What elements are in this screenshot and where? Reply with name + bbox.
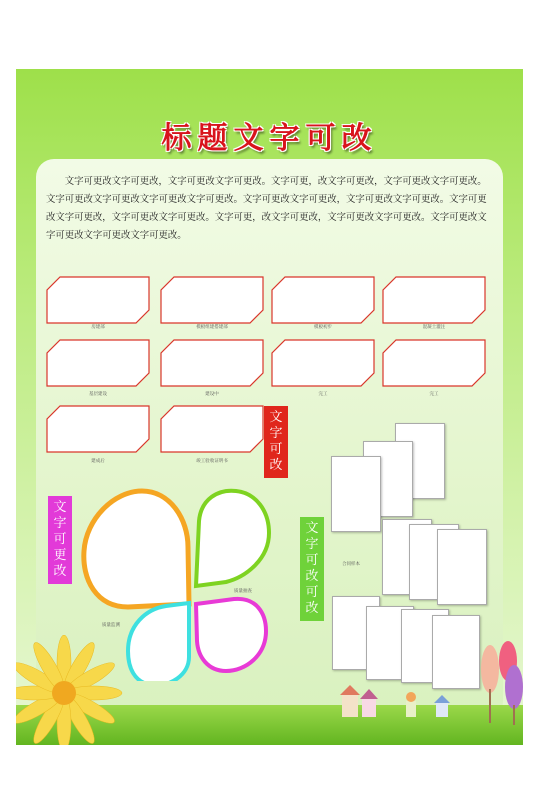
document-caption: 合同样本: [342, 562, 360, 567]
frame-caption: 建成后: [91, 459, 105, 464]
document-photo: [432, 615, 480, 689]
frame-caption: 完工: [429, 392, 439, 397]
photo-frame: [271, 276, 375, 324]
photo-frame: [382, 276, 486, 324]
petal-caption: 质量监测: [102, 623, 120, 628]
green-label: 文字可改可改: [300, 517, 324, 621]
houses-icon: [336, 679, 466, 729]
photo-frame: [160, 405, 264, 453]
document-photo: [331, 456, 381, 532]
frame-caption: 竣工验收证明书: [196, 459, 228, 464]
poster: [16, 69, 523, 745]
frame-caption: 建设中: [205, 392, 219, 397]
trees-icon: [476, 639, 523, 729]
intro-text: 文字可更改文字可更改，文字可更改文字可更改。文字可更，改文字可更改，文字可更改文字可更改。文字可更改文字可更改文字可更改文字可更改。文字可更改文字可更改，文字可更改文字可更改。文字可更改文字可更改，文字可更改文字可更改。文字可更，改文字可更改，文字可更改文字可更改。文字可更改文字可更改文字可更改文字可更改。: [46, 176, 487, 241]
photo-frame: [160, 276, 264, 324]
photo-frame: [46, 339, 150, 387]
frame-caption: 完工: [318, 392, 328, 397]
petal-green: [196, 491, 269, 586]
petal-caption: 质量抽查: [234, 589, 252, 594]
frame-caption: 房建部: [91, 325, 105, 330]
document-photo: [437, 529, 487, 605]
petal-cyan: [128, 603, 189, 681]
magenta-label: 文字可更改: [48, 496, 72, 584]
photo-frame: [46, 276, 150, 324]
page-title: 标题文字可改: [161, 121, 378, 156]
red-label: 文字可改: [264, 406, 288, 478]
photo-frame: [46, 405, 150, 453]
flower-icon: [16, 635, 126, 745]
frame-caption: 混凝土灌注: [422, 325, 446, 330]
frame-caption: 模板初步: [314, 325, 332, 330]
photo-frame: [271, 339, 375, 387]
photo-frame: [382, 339, 486, 387]
frame-caption: 基层建设: [89, 392, 107, 397]
photo-frame: [160, 339, 264, 387]
petal-orange: [84, 491, 189, 607]
frame-caption: 模板组建搭建部: [196, 325, 228, 330]
petal-magenta: [196, 599, 266, 671]
